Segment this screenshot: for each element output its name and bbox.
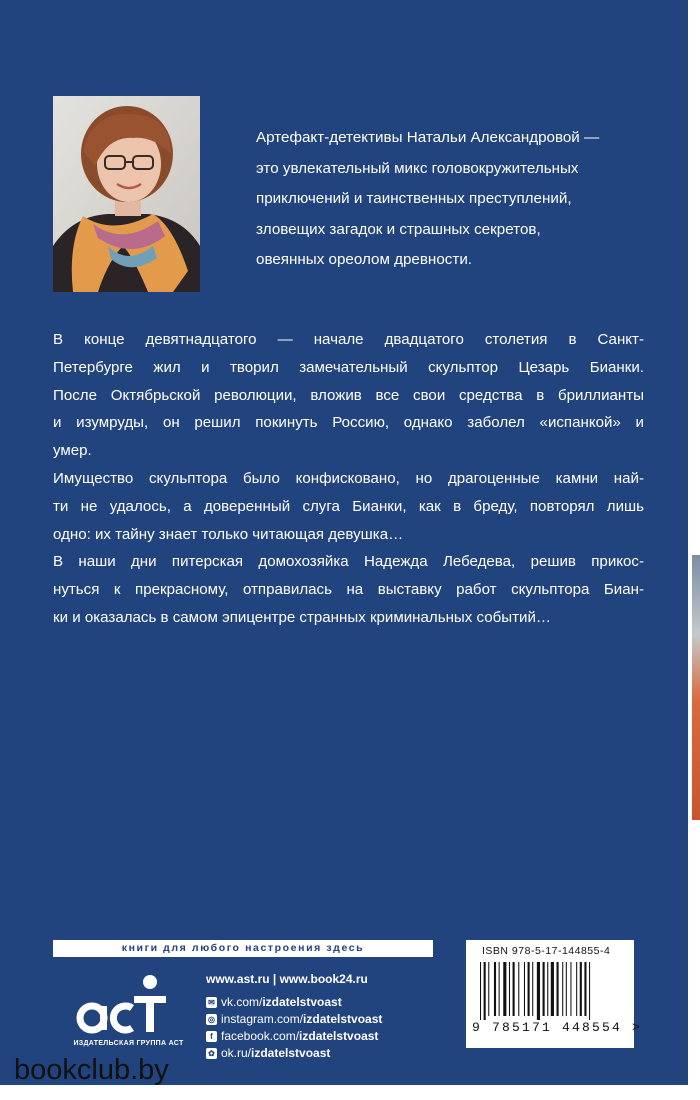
description-paragraph: [53, 548, 644, 631]
author-photo: [53, 96, 200, 292]
barcode-bar: [532, 962, 533, 1016]
description-paragraph: [53, 465, 644, 548]
description-line: После Октябрьской революции, вложив все свои средства в бриллианты: [53, 386, 644, 404]
description-line: В конце девятнадцатого — начале двадцатого столетия в Санкт-: [53, 331, 644, 348]
barcode-bar: [499, 962, 500, 1016]
barcode-bar: [494, 962, 496, 1016]
ast-logo-mark: [70, 972, 180, 1042]
spine-artwork-edge: [692, 555, 700, 820]
social-prefix: instagram.com/: [221, 1012, 304, 1026]
blurb-line: овеянных ореолом древности.: [256, 251, 473, 268]
barcode-bar: [557, 962, 559, 1016]
instagram-icon: ◎: [206, 1014, 217, 1025]
blurb-line: зловещих загадок и страшных секретов,: [256, 220, 541, 238]
barcode-bar: [580, 962, 582, 1016]
barcode-bar: [566, 962, 567, 1016]
social-handle: izdatelstvoast: [251, 1046, 331, 1060]
watermark: bookclub.by: [14, 1054, 169, 1086]
social-prefix: vk.com/: [221, 995, 263, 1009]
barcode-bar: [547, 962, 548, 1016]
barcode-bar: [524, 962, 525, 1016]
social-prefix: ok.ru/: [221, 1046, 252, 1060]
description-line: умер.: [53, 442, 92, 460]
description-line: Петербурге жил и творил замечательный скульптор Цезарь Бианки.: [53, 358, 644, 376]
barcode-bar: [576, 962, 577, 1016]
barcode-bar: [562, 962, 563, 1016]
blurb-line: Артефакт-детективы Натальи Александровой —: [256, 129, 600, 146]
barcode-bar: [537, 962, 540, 1020]
barcode-bar: [584, 962, 586, 1016]
description-line: В наши дни питерская домохозяйка Надежда Лебедева, решив прикос-: [53, 553, 644, 571]
blurb-line: это увлекательный микс головокружительных: [256, 159, 579, 177]
isbn-number: ISBN 978-5-17-144855-4: [482, 945, 611, 957]
series-blurb: [256, 123, 656, 276]
description-paragraph: [53, 326, 644, 465]
barcode-bar: [480, 962, 481, 1020]
description-line: одно: их тайну знает только читающая девушка…: [53, 525, 404, 543]
social-link-vk[interactable]: [206, 994, 446, 1010]
barcode-bar: [518, 962, 519, 1016]
publisher-links: [206, 968, 446, 1062]
description-line: Имущество скульптора было конфисковано, но драгоценные камни най-: [53, 469, 644, 487]
facebook-icon: f: [206, 1031, 217, 1042]
barcode-image: [480, 962, 620, 1020]
barcode-bar: [509, 962, 510, 1016]
barcode-digits: 9 785171 448554 >: [472, 1020, 643, 1035]
ok-icon: ✿: [206, 1048, 217, 1059]
barcode-bar: [484, 962, 486, 1020]
barcode-bar: [589, 962, 590, 1020]
vk-icon: ✉: [206, 997, 217, 1008]
barcode-bar: [570, 962, 571, 1016]
barcode-bar: [543, 962, 545, 1016]
social-handle: izdatelstvoast: [303, 1012, 383, 1026]
barcode-bar: [503, 962, 506, 1016]
tagline-banner: книги для любого настроения здесь: [53, 940, 433, 957]
social-prefix: facebook.com/: [221, 1029, 300, 1043]
barcode-bar: [551, 962, 554, 1016]
description-line: ти не удалось, а доверенный слуга Бианки, как в бреду, повторял лишь: [53, 497, 644, 515]
description-line: и изумруды, он решил покинуть Россию, однако заболел «испанкой» и: [53, 414, 644, 432]
isbn-barcode-box: [466, 940, 643, 1048]
blurb-line: приключений и таинственных преступлений,: [256, 190, 572, 207]
barcode-bar: [513, 962, 515, 1016]
description-line: нуться к прекрасному, отправилась на выставку работ скульптора Биан-: [53, 581, 644, 599]
publisher-caption: ИЗДАТЕЛЬСКАЯ ГРУППА АСТ: [73, 1040, 184, 1047]
page-edge: [688, 0, 700, 1085]
social-link-facebook[interactable]: [206, 1028, 446, 1044]
barcode-bar: [528, 962, 530, 1016]
social-handle: izdatelstvoast: [262, 995, 342, 1009]
social-link-instagram[interactable]: [206, 1011, 446, 1027]
barcode-bar: [488, 962, 489, 1016]
book-description: [53, 326, 644, 632]
website-links[interactable]: www.ast.ru | www.book24.ru: [206, 972, 368, 986]
description-line: ки и оказалась в самом эпицентре странных криминальных событий…: [53, 608, 551, 626]
social-handle: izdatelstvoast: [299, 1029, 379, 1043]
social-link-ok[interactable]: [206, 1045, 446, 1061]
